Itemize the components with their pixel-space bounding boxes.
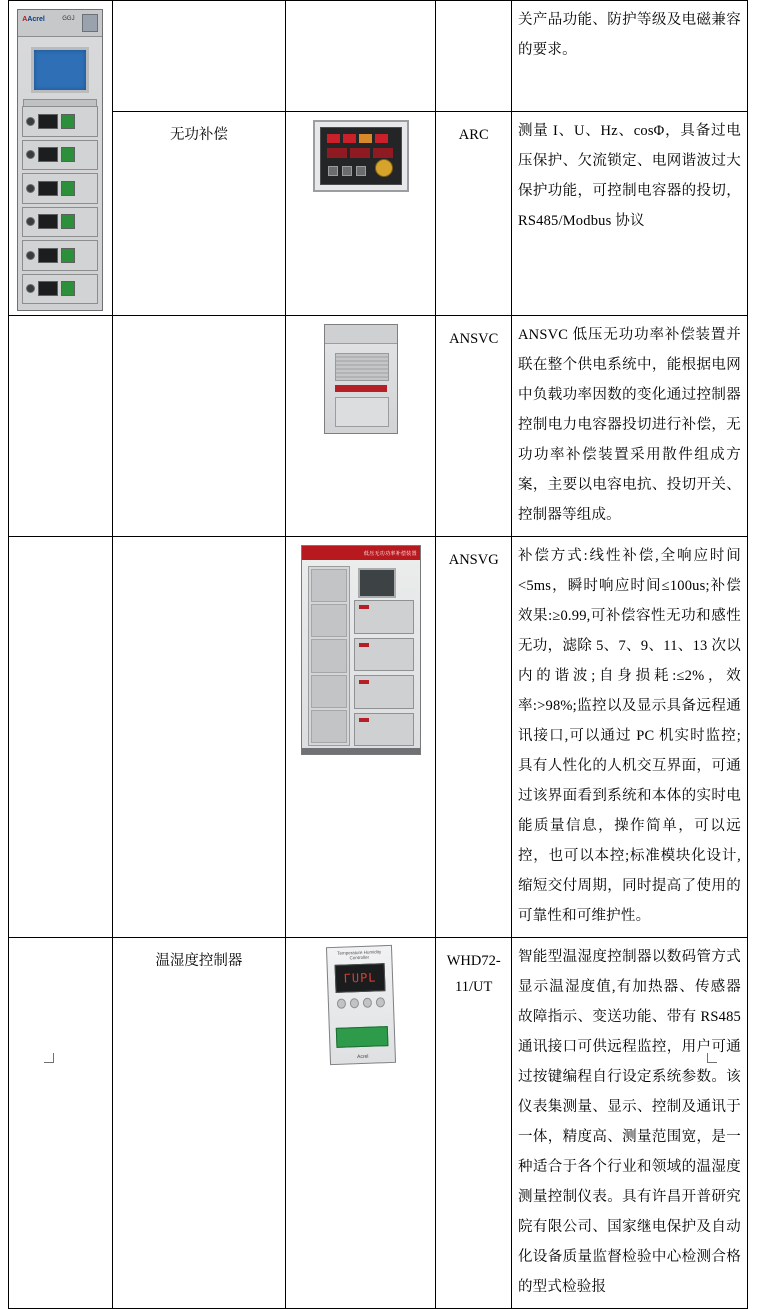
cell-image-empty-whd (9, 938, 113, 1309)
acrel-logo-mark: A (22, 16, 28, 23)
cabinet-module (22, 140, 98, 171)
row-name (113, 1, 286, 11)
arc-button-row (328, 166, 366, 176)
module-meter-icon (38, 147, 58, 162)
row-description: 补偿方式:线性补偿,全响应时间<5ms，瞬时响应时间≤100us;补偿效果:≥0.99,可补偿容性无功和感性无功，滤除 5、7、9、11、13 次以内的谐波;自身损耗:≤2%，效率:>98%;监控以及显示具备远程通讯接口,可以通过 PC 机实时监控;具有人性化的人机交互界面，可通过该界面看到系统和本体的实时电能质量信息，操作简单，可以远控，也可以本控;标准模块化设计,缩短交付周期，同时提高了使用的可靠性和可维护性。 (517, 548, 741, 924)
arc-button-icon (356, 166, 366, 176)
ansvg-left-slot (311, 675, 347, 708)
cabinet-module (22, 240, 98, 271)
crop-mark-left (44, 1053, 54, 1063)
cell-description-continuation (511, 1, 747, 112)
cabinet-module (22, 207, 98, 238)
cell-model-ansvg (436, 537, 512, 938)
cell-picture-ansvg (286, 537, 436, 938)
cell-picture-continuation (286, 1, 436, 112)
cell-name-continuation (112, 1, 286, 112)
cell-image-empty-ansvc (9, 316, 113, 537)
whd-top-label: Temperature Humidity Controller (336, 949, 382, 961)
cabinet-hmi-screen (31, 47, 89, 93)
specification-table (8, 0, 748, 1309)
table-row (9, 111, 748, 315)
cabinet-module (22, 274, 98, 305)
cell-image-empty-ansvg (9, 537, 113, 938)
ansvc-door-panel (335, 397, 389, 427)
page-footer-marks (0, 1031, 761, 1079)
module-indicator-icon (61, 248, 75, 263)
cell-name-ansvc (112, 316, 286, 537)
arc-controller-illustration (313, 120, 409, 192)
ansvg-cabinet-illustration (301, 545, 421, 755)
cell-description-arc (511, 111, 747, 315)
cell-picture-arc (286, 111, 436, 315)
module-knob-icon (26, 251, 35, 260)
row-model (436, 1, 511, 11)
cell-model-ansvc (436, 316, 512, 537)
ansvc-cabinet-illustration (324, 324, 398, 434)
row-description: 测量 I、U、Hz、cosΦ，具备过电压保护、欠流锁定、电网谐波过大保护功能，可控制电容器的投切，RS485/Modbus 协议 (517, 122, 741, 229)
ansvg-base (302, 748, 420, 754)
product-image-placeholder (286, 1, 435, 17)
cell-name-whd (112, 938, 286, 1309)
whd-brand-label: Acrel (356, 1053, 369, 1061)
cell-name-ansvg (112, 537, 286, 938)
whd-button-icon (350, 998, 359, 1008)
table-row (9, 537, 748, 938)
module-meter-icon (38, 114, 58, 129)
row-model: WHD72-11/UT (446, 953, 501, 995)
cabinet-module (22, 106, 98, 137)
arc-rotary-knob-icon (375, 159, 393, 177)
row-description: 关产品功能、防护等级及电磁兼容的要求。 (517, 12, 741, 58)
arc-product-image (286, 112, 435, 200)
cell-model-continuation (436, 1, 512, 112)
ansvg-power-module (354, 638, 414, 672)
row-name: 温湿度控制器 (155, 953, 243, 969)
arc-led (375, 134, 388, 143)
ansvg-power-module (354, 713, 414, 747)
whd-display: ГUPL (334, 963, 385, 993)
crop-mark-right (707, 1053, 717, 1063)
row-model: ANSVC (449, 331, 499, 347)
module-knob-icon (26, 150, 35, 159)
row-name (113, 316, 286, 326)
module-indicator-icon (61, 214, 75, 229)
module-indicator-icon (61, 147, 75, 162)
arc-segment (350, 148, 370, 158)
module-knob-icon (26, 117, 35, 126)
cell-model-arc (436, 111, 512, 315)
cell-picture-whd (286, 938, 436, 1309)
ansvc-top-band (325, 325, 397, 344)
row-name (113, 537, 286, 547)
row-model: ANSVG (448, 552, 499, 568)
cell-name-arc (112, 111, 286, 315)
arc-led (359, 134, 372, 143)
ansvg-product-image (286, 537, 435, 763)
table-row (9, 1, 748, 112)
arc-face (320, 127, 402, 185)
row-name: 无功补偿 (169, 126, 228, 143)
row-description: ANSVC 低压无功功率补偿装置并联在整个供电系统中，能根据电网中负载功率因数的变化通过控制器控制电力电容器投切进行补偿，无功功率补偿装置采用散件组成方案，主要以电容电抗、投切开关、控制器等组成。 (517, 327, 741, 523)
module-knob-icon (26, 184, 35, 193)
module-meter-icon (38, 281, 58, 296)
arc-button-icon (342, 166, 352, 176)
arc-led (327, 134, 340, 143)
cell-description-ansvg (511, 537, 747, 938)
ansvg-left-slot (311, 710, 347, 743)
cabinet-top-device (82, 14, 98, 32)
whd-button-icon (337, 999, 346, 1009)
ansvg-power-module (354, 675, 414, 709)
module-indicator-icon (61, 181, 75, 196)
ansvg-module-stack (354, 600, 414, 746)
cabinet-top-panel (18, 10, 102, 37)
arc-button-icon (328, 166, 338, 176)
acrel-logo-text: Acrel (27, 16, 45, 23)
switchgear-cabinet-illustration (17, 9, 103, 311)
module-knob-icon (26, 217, 35, 226)
row-description: 智能型温湿度控制器以数码管方式显示温湿度值,有加热器、传感器故障指示、变送功能、带有 RS485 通讯接口可供远程监控，用户可通过按键编程自行设定系统参数。该仪表集测量、显示、控制及通讯于一体，精度高、测量范围宽，是一种适合于各个行业和领域的温湿度测量控制仪表。具有许昌开普研究院有限公司、国家继电保护及自动化设备质量监督检验中心检测合格的型式检验报 (517, 949, 741, 1295)
ansvc-vent-icon (335, 353, 389, 381)
ansvg-left-column (308, 566, 350, 746)
ansvc-label-strip (335, 385, 387, 392)
arc-led (343, 134, 356, 143)
ansvg-power-module (354, 600, 414, 634)
ansvg-left-slot (311, 604, 347, 637)
whd-button-icon (376, 997, 385, 1007)
cell-description-ansvc (511, 316, 747, 537)
module-meter-icon (38, 181, 58, 196)
table-row (9, 938, 748, 1309)
whd-button-icon (363, 998, 372, 1008)
arc-led-row (327, 134, 388, 143)
ansvg-left-slot (311, 569, 347, 602)
ansvg-left-slot (311, 639, 347, 672)
table-row (9, 316, 748, 537)
cabinet-top-label: GGJ (62, 16, 75, 22)
arc-segment-row (327, 148, 393, 158)
cell-description-whd (511, 938, 747, 1309)
arc-segment (373, 148, 393, 158)
module-meter-icon (38, 214, 58, 229)
module-knob-icon (26, 284, 35, 293)
row-model: ARC (458, 126, 489, 143)
module-meter-icon (38, 248, 58, 263)
cell-model-whd (436, 938, 512, 1309)
cell-cabinet-image (9, 1, 113, 316)
whd-button-row (337, 997, 385, 1009)
cell-picture-ansvc (286, 316, 436, 537)
ansvg-header-label: 低压无功功率补偿装置 (302, 546, 420, 560)
acrel-logo (22, 16, 45, 23)
module-indicator-icon (61, 281, 75, 296)
cabinet-module (22, 173, 98, 204)
arc-segment (327, 148, 347, 158)
cabinet-module-stack (22, 106, 98, 304)
module-indicator-icon (61, 114, 75, 129)
ansvc-product-image (286, 316, 435, 442)
ansvg-hmi-screen (358, 568, 396, 598)
